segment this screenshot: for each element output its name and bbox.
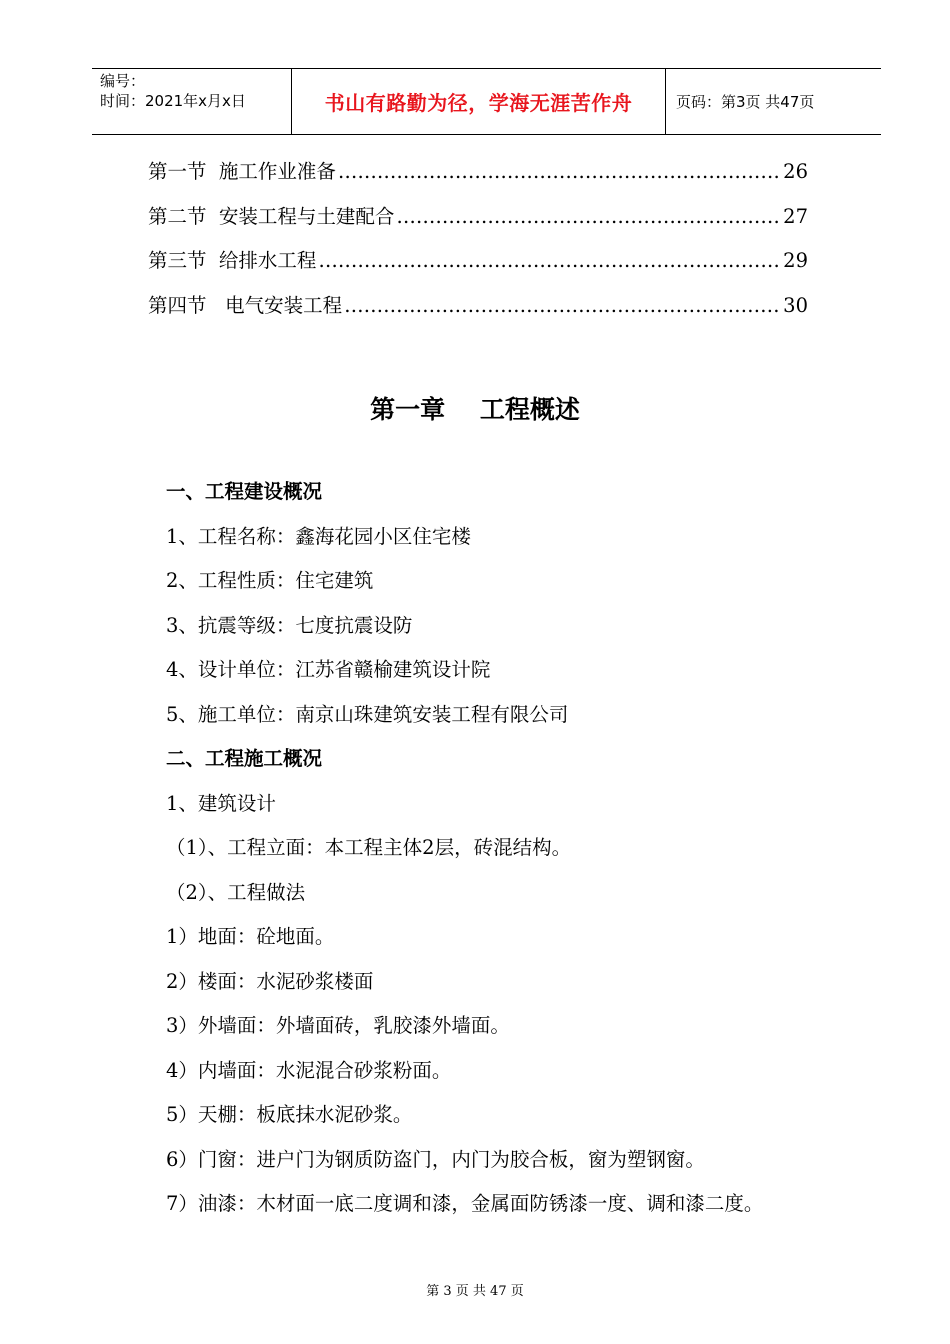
body-line: 2）楼面：水泥砂浆楼面 [166, 969, 374, 993]
toc-entry-page: 29 [783, 249, 808, 272]
toc-entry-title: 第一节 施工作业准备 [148, 160, 336, 183]
body-line: 1、建筑设计 [166, 791, 276, 815]
toc-entry [148, 244, 808, 289]
body-line: 4、设计单位：江苏省赣榆建筑设计院 [166, 658, 491, 681]
toc-leader-dots [338, 155, 780, 189]
body-line: 2、工程性质：住宅建筑 [166, 569, 374, 592]
toc-entry-page: 30 [783, 293, 808, 317]
body-line: 1）地面：砼地面。 [166, 925, 335, 948]
toc-entry-title: 第二节 安装工程与土建配合 [148, 204, 395, 228]
header-meta [92, 69, 292, 134]
header-motto: 书山有路勤为径，学海无涯苦作舟 [292, 69, 666, 134]
chapter-title: 第一章 工程概述 [370, 395, 580, 424]
body-line: （1）、工程立面：本工程主体2层，砖混结构。 [166, 836, 572, 859]
toc-entry [148, 155, 808, 200]
body-line: （2）、工程做法 [166, 880, 306, 904]
page-footer: 第 3 页 共 47 页 [426, 1284, 524, 1299]
body-line: 3）外墙面：外墙面砖，乳胶漆外墙面。 [166, 1014, 510, 1037]
toc-entry-title: 第三节 给排水工程 [148, 249, 317, 272]
toc-leader-dots [318, 244, 780, 278]
section-heading: 二、工程施工概况 [166, 747, 323, 770]
body-line: 6）门窗：进户门为钢质防盗门，内门为胶合板，窗为塑钢窗。 [166, 1147, 705, 1171]
body-line: 5、施工单位：南京山珠建筑安装工程有限公司 [166, 702, 569, 726]
table-of-contents [148, 155, 808, 333]
toc-entry [148, 289, 808, 334]
document-number-label: 编号： [100, 72, 146, 90]
body-line: 4）内墙面：水泥混合砂浆粉面。 [166, 1058, 452, 1082]
body-line: 1、工程名称：鑫海花园小区住宅楼 [166, 524, 471, 548]
document-date: 时间：2021年x月x日 [100, 92, 246, 110]
chapter-body [166, 472, 866, 1229]
body-line: 5）天棚：板底抹水泥砂浆。 [166, 1103, 413, 1126]
body-line: 3、抗震等级：七度抗震设防 [166, 613, 413, 637]
toc-leader-dots [396, 200, 780, 234]
toc-entry-page: 26 [783, 160, 808, 183]
header-page-number: 页码：第3页 共47页 [676, 93, 815, 111]
toc-leader-dots [344, 289, 780, 323]
toc-entry-title: 第四节 电气安装工程 [148, 293, 343, 317]
body-line: 7）油漆：木材面一底二度调和漆，金属面防锈漆一度、调和漆二度。 [166, 1192, 764, 1215]
toc-entry [148, 200, 808, 245]
toc-entry-page: 27 [783, 204, 808, 228]
page-header [92, 68, 881, 135]
section-heading: 一、工程建设概况 [166, 480, 323, 503]
